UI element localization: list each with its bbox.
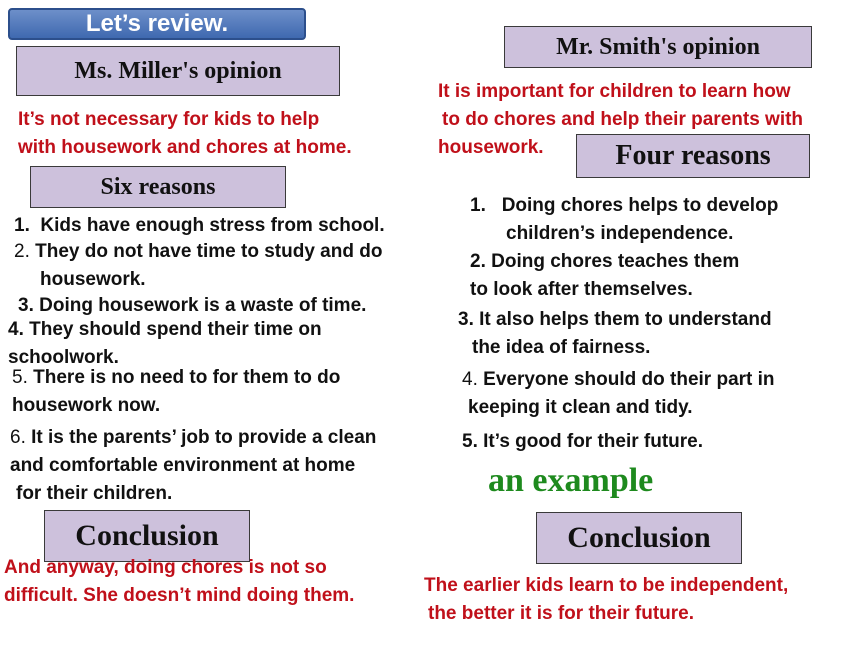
smith-reason-2: 2. Doing chores teaches them [470,251,740,272]
miller-reason-2: 2. They do not have time to study and do [14,241,383,262]
smith-reason-2-cont: to look after themselves. [470,279,693,300]
six-reasons-title: Six reasons [30,166,286,208]
four-reasons-title: Four reasons [576,134,810,178]
smith-opinion-line-2: to do chores and help their parents with [442,109,804,130]
smith-opinion-line-3: housework. [438,137,544,158]
miller-opinion-line-1: It’s not necessary for kids to help [18,109,320,130]
smith-reason-5: 5. It’s good for their future. [462,431,704,452]
smith-conclusion-title: Conclusion [536,512,742,564]
miller-reason-4-cont: schoolwork. [8,347,119,368]
an-example-link[interactable]: an example [488,462,654,499]
smith-reason-1-cont: children’s independence. [506,223,734,244]
miller-reason-6-cont-2: for their children. [16,483,173,504]
smith-opinion-line-1: It is important for children to learn how [438,81,791,102]
smith-conclusion-line-1: The earlier kids learn to be independent, [424,575,789,596]
miller-reason-5: 5. There is no need to for them to do [12,367,341,388]
miller-conclusion-line-2: difficult. She doesn’t mind doing them. [4,585,355,606]
smith-conclusion-line-2: the better it is for their future. [428,603,695,624]
ms-miller-opinion-title: Ms. Miller's opinion [16,46,340,96]
mr-smith-opinion-title: Mr. Smith's opinion [504,26,812,68]
miller-opinion-line-2: with housework and chores at home. [18,137,352,158]
smith-reason-4: 4. Everyone should do their part in [462,369,775,390]
smith-reason-1: 1. Doing chores helps to develop [470,195,779,216]
miller-reason-6: 6. It is the parents’ job to provide a clean [10,427,377,448]
miller-reason-3: 3. Doing housework is a waste of time. [18,295,367,316]
miller-reason-5-cont: housework now. [12,395,161,416]
lets-review-button[interactable]: Let’s review. [8,8,306,40]
miller-conclusion-title: Conclusion [44,510,250,562]
smith-reason-3: 3. It also helps them to understand [458,309,772,330]
miller-reason-4: 4. They should spend their time on [8,319,322,340]
smith-reason-3-cont: the idea of fairness. [472,337,651,358]
miller-reason-2-cont: housework. [40,269,146,290]
miller-conclusion-line-1: And anyway, doing chores is not so [4,557,327,578]
miller-reason-6-cont-1: and comfortable environment at home [10,455,356,476]
smith-reason-4-cont: keeping it clean and tidy. [468,397,693,418]
miller-reason-1: 1. Kids have enough stress from school. [14,215,385,236]
